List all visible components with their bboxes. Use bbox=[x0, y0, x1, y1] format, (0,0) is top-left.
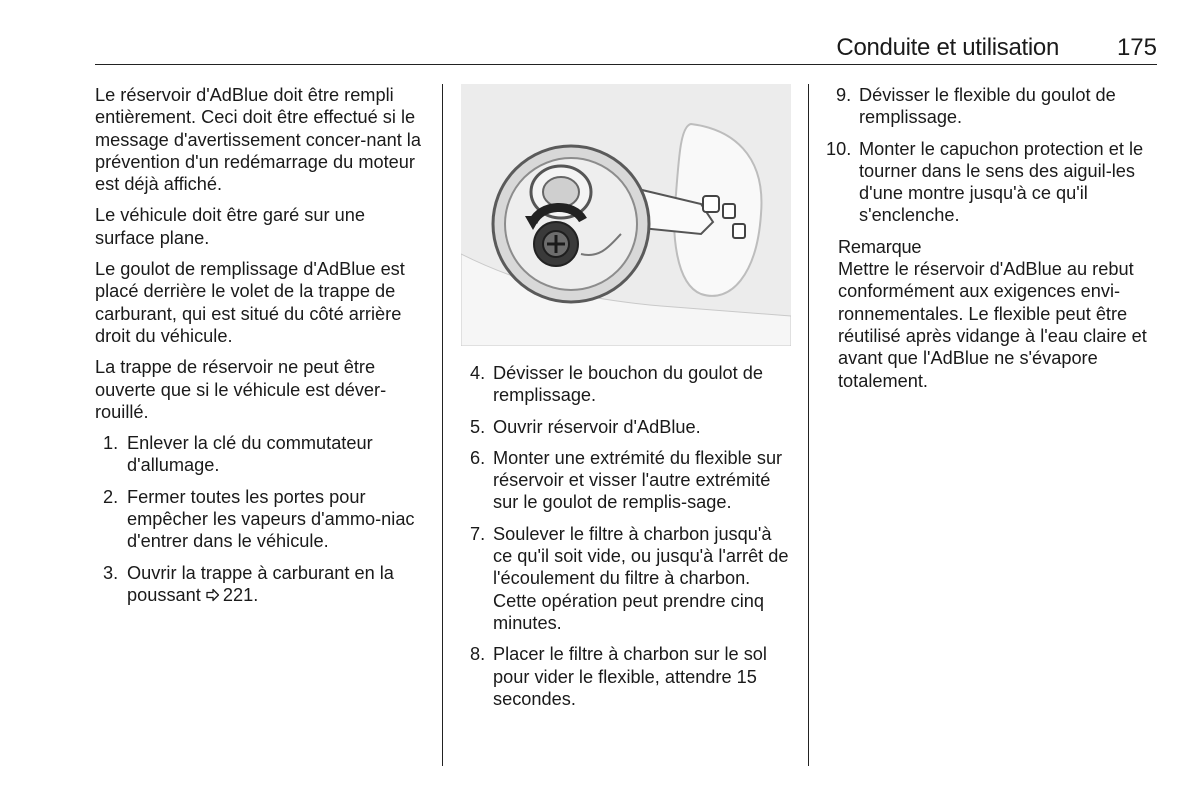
step-number: 7. bbox=[470, 523, 486, 544]
step-item bbox=[95, 432, 427, 477]
step-number: 1. bbox=[103, 433, 119, 454]
step-number: 4. bbox=[470, 363, 486, 383]
step-item bbox=[470, 523, 792, 634]
step-text: Monter le capuchon protection et le tourner dans le sens des aiguil-les d'une montre jusqu'à ce qu'il s'enclenche. bbox=[859, 138, 1144, 226]
step-text: Dévisser le bouchon du goulot de remplissage. bbox=[493, 363, 763, 406]
step-number: 10. bbox=[826, 138, 852, 159]
step-item bbox=[95, 486, 427, 553]
step-item bbox=[470, 362, 792, 407]
step-item bbox=[826, 138, 1158, 227]
step-text: Ouvrir la trappe à carburant en la poussant bbox=[127, 562, 394, 605]
text-column-2 bbox=[470, 362, 792, 719]
note-text: Mettre le réservoir d'AdBlue au rebut conformément aux exigences envi-ronnementales. Le flexible peut être réutilisé après vidange à l'eau claire et avant que l'AdBlue ne s'évapore totalement. bbox=[838, 259, 1147, 391]
instruction-steps bbox=[826, 84, 1158, 227]
page-reference[interactable]: 221. bbox=[222, 584, 259, 605]
paragraph: Le véhicule doit être garé sur une surface plane. bbox=[95, 205, 365, 248]
note-box bbox=[826, 236, 1158, 392]
instruction-steps bbox=[95, 432, 427, 606]
step-item bbox=[826, 84, 1158, 129]
text-column-1 bbox=[95, 84, 427, 615]
step-item bbox=[95, 562, 427, 607]
step-item bbox=[470, 447, 792, 514]
fuel-flap-illustration bbox=[461, 84, 791, 346]
step-text: Placer le filtre à charbon sur le sol pour vider le flexible, attendre 15 secondes. bbox=[493, 644, 767, 709]
step-text: Dévisser le flexible du goulot de remplissage. bbox=[859, 85, 1116, 128]
fuel-flap-adblue-cap-illustration bbox=[461, 84, 791, 346]
step-item bbox=[470, 416, 792, 438]
step-text: Fermer toutes les portes pour empêcher les vapeurs d'ammo-niac d'entrer dans le véhicule. bbox=[127, 486, 415, 552]
step-item bbox=[470, 643, 792, 710]
header-rule bbox=[95, 64, 1157, 65]
step-number: 9. bbox=[836, 85, 852, 105]
column-divider-left bbox=[442, 84, 443, 766]
arrow-reference-icon[interactable] bbox=[206, 588, 220, 602]
step-text: Soulever le filtre à charbon jusqu'à ce qu'il soit vide, ou jusqu'à l'arrêt de l'écoulement du filtre à charbon. Cette opération peut prendre cinq minutes. bbox=[493, 523, 789, 633]
step-number: 6. bbox=[470, 447, 486, 468]
step-number: 3. bbox=[103, 562, 119, 583]
page-number: 175 bbox=[1116, 34, 1157, 61]
step-number: 2. bbox=[103, 486, 119, 507]
instruction-steps bbox=[470, 362, 792, 710]
paragraph: Le goulot de remplissage d'AdBlue est placé derrière le volet de la trappe de carburant, qui est situé du côté arrière droit du véhicule. bbox=[95, 259, 405, 346]
paragraph: La trappe de réservoir ne peut être ouverte que si le véhicule est déver-rouillé. bbox=[95, 357, 387, 422]
step-text: Enlever la clé du commutateur d'allumage. bbox=[127, 433, 373, 476]
step-number: 8. bbox=[470, 644, 486, 665]
column-divider-right bbox=[808, 84, 809, 766]
step-text: Monter une extrémité du flexible sur réservoir et visser l'autre extrémité sur le goulot de remplis-sage. bbox=[493, 447, 783, 513]
section-title: Conduite et utilisation bbox=[836, 34, 1059, 61]
note-title: Remarque bbox=[838, 236, 922, 257]
step-text: Ouvrir réservoir d'AdBlue. bbox=[493, 416, 701, 437]
paragraph: Le réservoir d'AdBlue doit être rempli entièrement. Ceci doit être effectué si le message d'avertissement concer-nant la prévention d'un redémarrage du moteur est déjà affiché. bbox=[95, 85, 421, 195]
page-header bbox=[95, 34, 1157, 64]
step-number: 5. bbox=[470, 416, 486, 437]
text-column-3 bbox=[826, 84, 1158, 392]
